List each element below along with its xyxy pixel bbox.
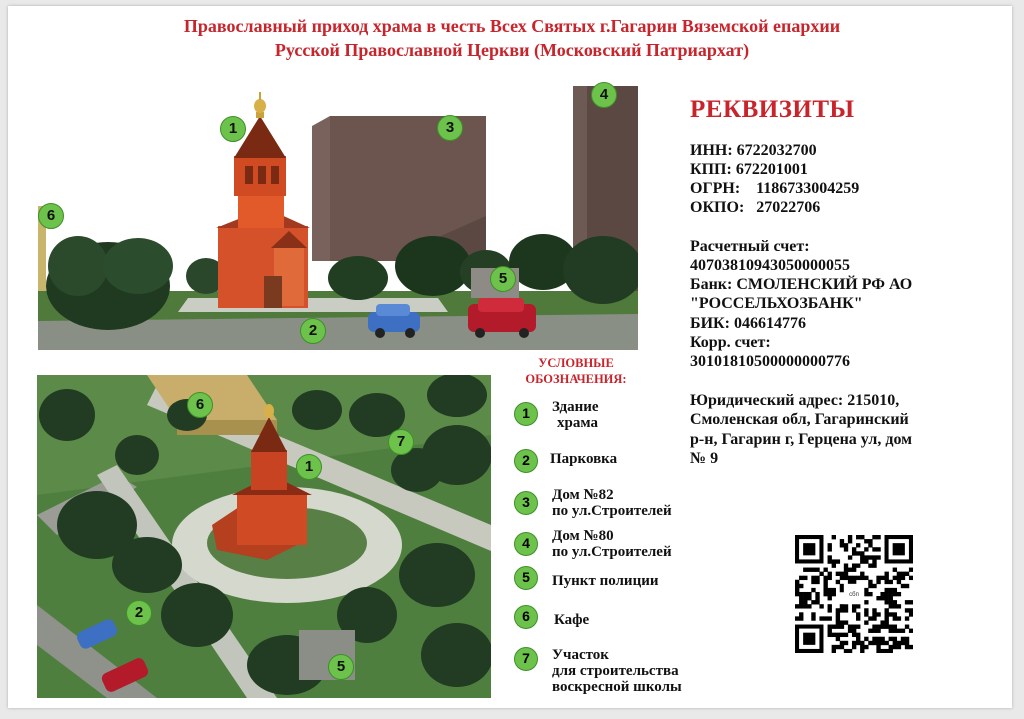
street-view-render	[38, 86, 638, 350]
bank-name-line: "РОССЕЛЬХОЗБАНК"	[690, 295, 863, 312]
legend-number: 3	[514, 491, 538, 515]
legend-label: Дом №82 по ул.Строителей	[552, 487, 672, 519]
legend-number: 6	[514, 605, 538, 629]
inn-line: ИНН: 6722032700	[690, 142, 817, 159]
page-title	[0, 14, 1024, 62]
marker-1-bottom: 1	[296, 454, 322, 480]
marker-2-top: 2	[300, 318, 326, 344]
aerial-view-render	[37, 375, 491, 698]
marker-7-bottom: 7	[388, 429, 414, 455]
account-value: 40703810943050000055	[690, 257, 850, 274]
marker-4-top: 4	[591, 82, 617, 108]
legend-title-line-1: УСЛОВНЫЕ	[538, 356, 614, 370]
legend-title-line-2: ОБОЗНАЧЕНИЯ:	[525, 372, 627, 386]
marker-6-bottom: 6	[187, 392, 213, 418]
requisites-heading: РЕКВИЗИТЫ	[690, 96, 855, 123]
marker-1-top: 1	[220, 116, 246, 142]
legend-label: Здание храма	[552, 399, 599, 431]
legend-label: Кафе	[554, 612, 590, 628]
legend-title	[512, 355, 640, 387]
marker-5-bottom: 5	[328, 654, 354, 680]
title-line-2: Русской Православной Церкви (Московский Патриархат)	[274, 40, 750, 60]
address-line-2: Смоленская обл, Гагаринский	[690, 411, 909, 428]
legend-label: Дом №80 по ул.Строителей	[552, 528, 672, 560]
legend-number: 5	[514, 566, 538, 590]
marker-2-bottom: 2	[126, 600, 152, 626]
legend-label: Участок для строительства воскресной школы	[552, 647, 682, 695]
address-line-3: р-н, Гагарин г, Герцена ул, дом	[690, 431, 913, 448]
aerial-view-illustration	[37, 375, 491, 698]
sbp-logo-label: сбп	[849, 592, 859, 599]
legend-number: 4	[514, 532, 538, 556]
okpo-line: ОКПО: 27022706	[690, 199, 821, 216]
corr-value: 30101810500000000776	[690, 353, 850, 370]
legend-number: 7	[514, 647, 538, 671]
qr-code-pattern	[795, 535, 913, 653]
bank-line: Банк: СМОЛЕНСКИЙ РФ АО	[690, 276, 913, 293]
marker-3-top: 3	[437, 115, 463, 141]
payment-qr-code	[795, 535, 913, 653]
bik-line: БИК: 046614776	[690, 315, 806, 332]
marker-5-top: 5	[490, 266, 516, 292]
account-label: Расчетный счет:	[690, 238, 810, 255]
kpp-line: КПП: 672201001	[690, 161, 808, 178]
ogrn-line: ОГРН: 1186733004259	[690, 180, 860, 197]
corr-label: Корр. счет:	[690, 334, 771, 351]
address-line-1: Юридический адрес: 215010,	[690, 392, 900, 409]
marker-6-top: 6	[38, 203, 64, 229]
legend-label: Парковка	[550, 451, 618, 467]
legend-label: Пункт полиции	[552, 573, 659, 589]
street-view-illustration	[38, 86, 638, 350]
legend-number: 1	[514, 402, 538, 426]
legend-number: 2	[514, 449, 538, 473]
address-line-4: № 9	[690, 450, 719, 467]
title-line-1: Православный приход храма в честь Всех Святых г.Гагарин Вяземской епархии	[183, 16, 841, 36]
